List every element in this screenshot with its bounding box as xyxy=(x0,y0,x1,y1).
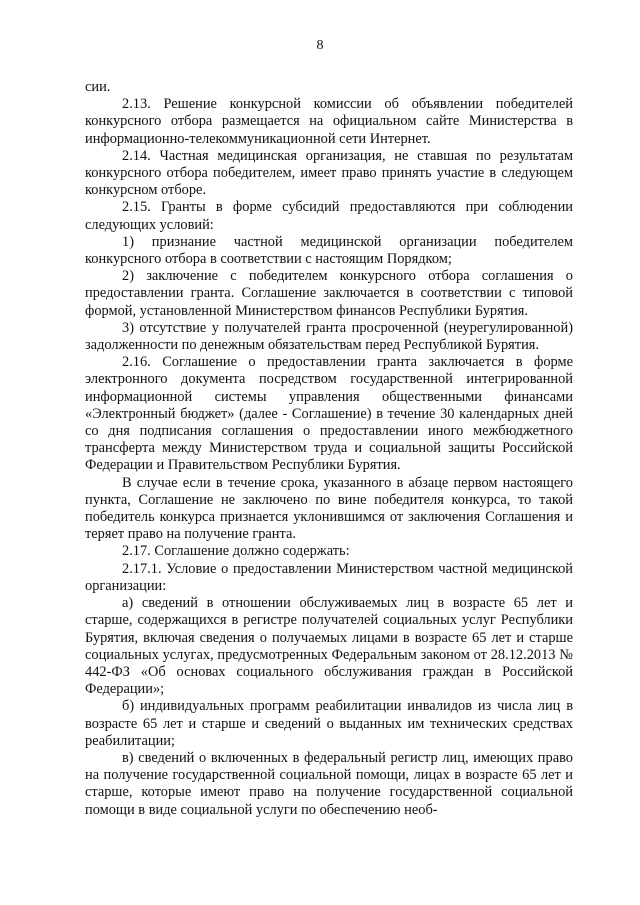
paragraph: 2.17. Соглашение должно содержать: xyxy=(122,543,350,560)
paragraph: В случае если в течение срока, указанного в абзаце первом настоящего пункта, Соглашение не заключено по вине победителя конкурса, то такой победитель конкурса признается уклонившимся от заключения Соглашения и теряет право на получение гранта. xyxy=(85,474,573,543)
paragraph: 2.15. Гранты в форме субсидий предоставляются при соблюдении следующих условий: xyxy=(85,199,573,233)
paragraph: б) индивидуальных программ реабилитации инвалидов из числа лиц в возрасте 65 лет и старше и сведений о выданных им технических средствах реабилитации; xyxy=(85,698,573,749)
page-number: 8 xyxy=(316,38,324,53)
paragraph: сии. xyxy=(85,79,111,95)
paragraph: а) сведений в отношении обслуживаемых лиц в возрасте 65 лет и старше, содержащихся в регистре получателей социальных услуг Республики Бурятия, включая сведения о получаемых лицами в возрасте 65 лет и старше социальных услугах, предусмотренных Федеральным законом от 28.12.2013 № 442-ФЗ «Об основах социального обслуживания граждан в Российской Федерации»; xyxy=(85,595,573,698)
document-body xyxy=(85,79,573,819)
paragraph: 2.13. Решение конкурсной комиссии об объявлении победителей конкурсного отбора размещается на официальном сайте Министерства в информационно-телекоммуникационной сети Интернет. xyxy=(85,96,573,147)
paragraph: 2) заключение с победителем конкурсного отбора соглашения о предоставлении гранта. Соглашение заключается в соответствии с типовой формой, установленной Министерством финансов Республики Бурятия. xyxy=(85,268,573,319)
paragraph: 3) отсутствие у получателей гранта просроченной (неурегулированной) задолженности по денежным обязательствам перед Республикой Бурятия. xyxy=(85,319,573,354)
paragraph: 1) признание частной медицинской организации победителем конкурсного отбора в соответствии с настоящим Порядком; xyxy=(85,233,573,268)
paragraph: 2.14. Частная медицинская организация, не ставшая по результатам конкурсного отбора победителем, имеет право принять участие в следующем конкурсном отборе. xyxy=(85,147,573,199)
paragraph: 2.17.1. Условие о предоставлении Министерством частной медицинской организации: xyxy=(85,560,573,594)
paragraph: в) сведений о включенных в федеральный регистр лиц, имеющих право на получение государственной социальной помощи, лицах в возрасте 65 лет и старше, которые имеют право на получение государственной социальной помощи в виде социальной услуги по обеспечению необ- xyxy=(85,749,573,818)
paragraph: 2.16. Соглашение о предоставлении гранта заключается в форме электронного документа посредством государственной интегрированной информационной системы управления общественными финансами «Электронный бюджет» (далее - Соглашение) в течение 30 календарных дней со дня подписания соглашения о предоставлении иного межбюджетного трансферта между Министерством труда и социальной защиты Российской Федерации и Правительством Республики Бурятия. xyxy=(85,354,573,474)
